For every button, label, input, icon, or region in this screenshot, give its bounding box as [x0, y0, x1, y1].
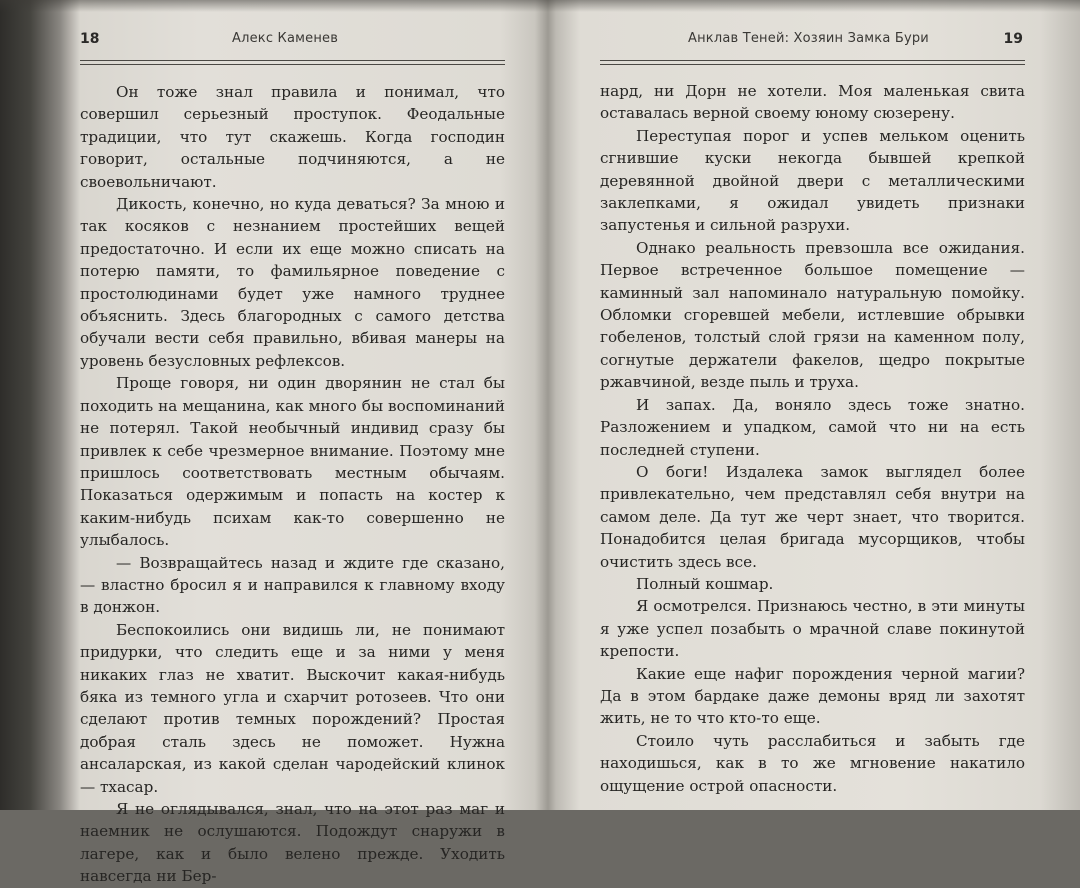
paragraph: Я осмотрелся. Признаюсь честно, в эти минуты я уже успел позабыть о мрачной славе покинутой крепости. — [600, 597, 1025, 661]
paragraph: Переступая порог и успев мельком оценить сгнившие куски некогда бывшей крепкой деревянной двойной двери с металлическими заклепками, я ожидал увидеть признаки запустенья и сильной разрухи. — [600, 126, 1025, 235]
paragraph: Дикость, конечно, но куда деваться? За мною и так косяков с незнанием простейших вещей предостаточно. И если их еще можно списать на потерю памяти, то фамильярное поведение с простолюдинами будет уже намного труднее объяснить. Здесь благородных с самого детства обучали вести себя правильно, вбивая манеры на уровень безусловных рефлексов. — [80, 195, 505, 370]
header-rule — [600, 60, 1025, 65]
paragraph: Беспокоились они видишь ли, не понимают придурки, что следить еще и за ними у меня никаких глаз не хватит. Выскочит какая-нибудь бяка из темного угла и схарчит ротозеев. Что они сделают против темных порождений? Простая добрая сталь здесь не поможет. Нужна ансаларская, из какой сделан чародейский клинок — тхасар. — [80, 620, 505, 796]
header-rule — [80, 60, 505, 65]
paragraph: Он тоже знал правила и понимал, что совершил серьезный проступок. Феодальные традиции, что тут скажешь. Когда господин говорит, остальные подчиняются, а не своевольничают. — [80, 83, 505, 191]
paragraph: Я не оглядывался, знал, что на этот раз маг и наемник не ослушаются. Подождут снаружи в лагере, как и было велено прежде. Уходить навсегда ни Бер- — [80, 800, 505, 886]
paragraph: Однако реальность превзошла все ожидания. Первое встреченное большое помещение — каминный зал напоминало натуральную помойку. Обломки сгоревшей мебели, истлевшие обрывки гобеленов, толстый слой грязи на каменном полу, согнутые держатели факелов, щедро покрытые ржавчиной, везде пыль и труха. — [600, 238, 1025, 392]
paragraph: И запах. Да, воняло здесь тоже знатно. Разложением и упадком, самой что ни на есть последней ступени. — [600, 395, 1025, 459]
page-number: 19 — [1003, 31, 1023, 47]
left-page-header — [80, 31, 505, 51]
paragraph: Какие еще нафиг порождения черной магии? Да в этом бардаке даже демоны вряд ли захотят жить, не то что кто-то еще. — [600, 664, 1025, 728]
running-head-title: Анклав Теней: Хозяин Замка Бури — [688, 31, 929, 46]
paragraph: — Возвращайтесь назад и ждите где сказано, — властно бросил я и направился к главному входу в донжон. — [80, 553, 505, 617]
paragraph: Полный кошмар. — [636, 574, 774, 593]
left-page-text — [80, 81, 505, 888]
continued-paragraph: нард, ни Дорн не хотели. Моя маленькая свита оставалась верной своему юному сюзерену. — [600, 82, 1025, 123]
running-head-author: Алекс Каменев — [232, 31, 339, 46]
right-page — [600, 0, 1025, 810]
right-page-text — [600, 80, 1025, 797]
paragraph: Проще говоря, ни один дворянин не стал бы походить на мещанина, как много бы воспоминаний не потерял. Такой необычный индивид сразу бы привлек к себе чрезмерное внимание. Поэтому мне пришлось соответствовать местным обычаям. Показаться одержимым и попасть на костер к каким-нибудь психам как-то совершенно не улыбалось. — [80, 374, 505, 550]
paragraph: Стоило чуть расслабиться и забыть где находишься, как в то же мгновение накатило ощущение острой опасности. — [600, 731, 1025, 795]
paragraph: О боги! Издалека замок выглядел более привлекательно, чем представлял себя внутри на самом деле. Да тут же черт знает, что творится. Понадобится целая бригада мусорщиков, чтобы очистить здесь все. — [600, 462, 1025, 571]
left-page — [80, 0, 505, 886]
page-number: 18 — [80, 31, 100, 47]
right-page-header — [600, 31, 1025, 51]
